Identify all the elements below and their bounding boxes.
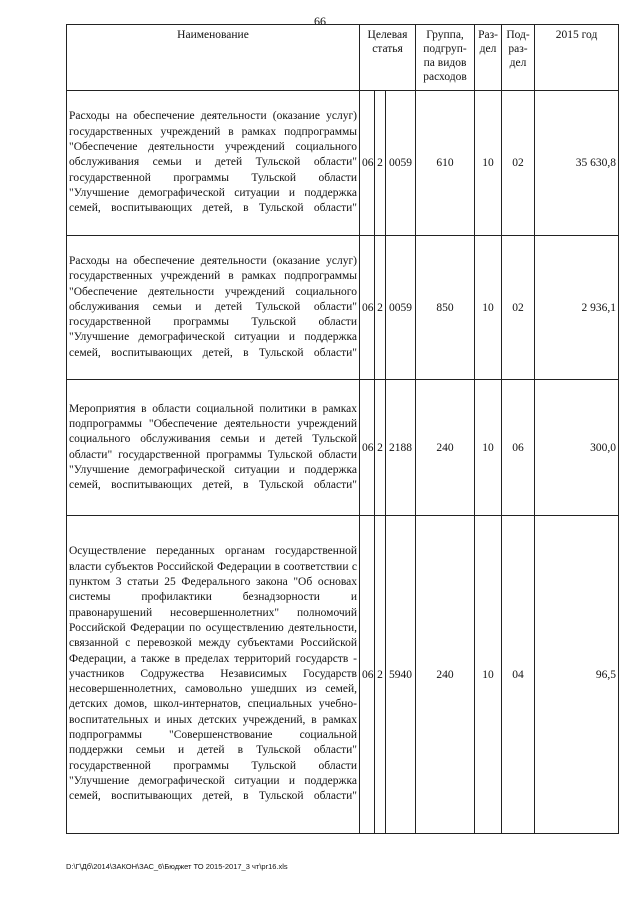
- header-section: Раз-дел: [475, 25, 502, 91]
- expense-group: 610: [416, 91, 475, 236]
- page-number: 66: [314, 14, 326, 28]
- subsection: 06: [502, 380, 535, 516]
- target-subprogram-code: 2: [375, 380, 386, 516]
- subsection: 04: [502, 516, 535, 834]
- table-row: [67, 380, 619, 516]
- table-row: [67, 516, 619, 834]
- header-year-2015: 2015 год: [535, 25, 619, 91]
- budget-table: [66, 24, 619, 834]
- header-name: Наименование: [67, 25, 360, 91]
- target-program-code: 06: [360, 516, 375, 834]
- table-row: [67, 236, 619, 380]
- row-name: Расходы на обеспечение деятельности (оказание услуг) государственных учреждений в рамках подпрограммы "Обеспечение деятельности учреждений социального обслуживания семьи и детей Тульской области" государственной программы Тульской области "Улучшение демографической ситуации и поддержка семей, воспитывающих детей, в Тульской области": [67, 236, 360, 380]
- file-path-footer: D:\Г\Дб\2014\ЗАКОН\ЗАС_6\Бюджет ТО 2015-2017_3 чт\pr16.xls: [66, 862, 288, 871]
- row-name: Мероприятия в области социальной политики в рамках подпрограммы "Обеспечение деятельности учреждений социального обслуживания семьи и детей Тульской области" государственной программы Тульской области "Улучшение демографической ситуации и поддержка семей, воспитывающих детей, в Тульской области": [67, 380, 360, 516]
- table-row: [67, 91, 619, 236]
- target-program-code: 06: [360, 91, 375, 236]
- target-direction-code: 5940: [386, 516, 416, 834]
- table-header-row: [67, 25, 619, 91]
- target-subprogram-code: 2: [375, 91, 386, 236]
- amount-2015: 2 936,1: [535, 236, 619, 380]
- row-name: Осуществление переданных органам государственной власти субъектов Российской Федерации в соответствии с пунктом 3 статьи 25 Федерального закона "Об основах системы профилактики безнадзорности и правонарушений несовершеннолетних" полномочий Российской Федерации по осуществлению деятельности, связанной с перевозкой между субъектами Российской Федерации, а также в пределах территорий государств - участников Содружества Независимых Государств несовершеннолетних, самовольно ушедших из семей, детских домов, школ-интернатов, специальных учебно-воспитательных и иных детских учреждений, в рамках подпрограммы "Совершенствование социальной поддержки семьи и детей в Тульской области" государственной программы Тульской области "Улучшение демографической ситуации и поддержка семей, воспитывающих детей, в Тульской области": [67, 516, 360, 834]
- header-subsection: Под-раз-дел: [502, 25, 535, 91]
- row-name: Расходы на обеспечение деятельности (оказание услуг) государственных учреждений в рамках подпрограммы "Обеспечение деятельности учреждений социального обслуживания семьи и детей Тульской области" государственной программы Тульской области "Улучшение демографической ситуации и поддержка семей, воспитывающих детей, в Тульской области": [67, 91, 360, 236]
- amount-2015: 96,5: [535, 516, 619, 834]
- target-program-code: 06: [360, 380, 375, 516]
- section: 10: [475, 236, 502, 380]
- section: 10: [475, 91, 502, 236]
- target-subprogram-code: 2: [375, 236, 386, 380]
- amount-2015: 300,0: [535, 380, 619, 516]
- target-subprogram-code: 2: [375, 516, 386, 834]
- expense-group: 850: [416, 236, 475, 380]
- target-program-code: 06: [360, 236, 375, 380]
- header-expense-group: Группа, подгруп-па видов расходов: [416, 25, 475, 91]
- section: 10: [475, 516, 502, 834]
- target-direction-code: 0059: [386, 236, 416, 380]
- amount-2015: 35 630,8: [535, 91, 619, 236]
- target-direction-code: 0059: [386, 91, 416, 236]
- section: 10: [475, 380, 502, 516]
- subsection: 02: [502, 91, 535, 236]
- expense-group: 240: [416, 516, 475, 834]
- subsection: 02: [502, 236, 535, 380]
- expense-group: 240: [416, 380, 475, 516]
- target-direction-code: 2188: [386, 380, 416, 516]
- header-target-article: Целевая статья: [360, 25, 416, 91]
